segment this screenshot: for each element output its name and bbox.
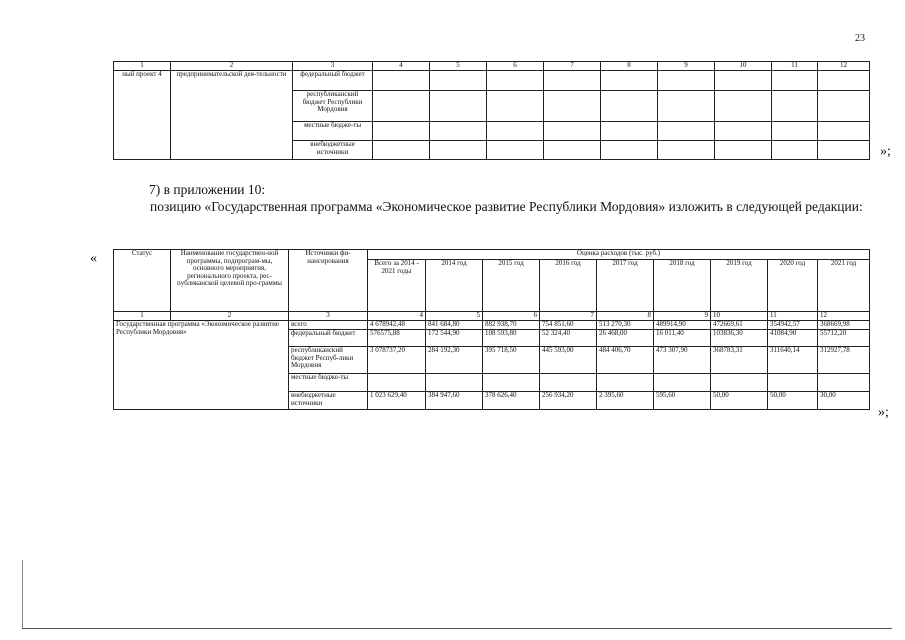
table-continuation — [113, 61, 870, 160]
column-number: 5 — [426, 312, 483, 321]
column-number: 6 — [483, 312, 540, 321]
column-number: 1 — [114, 312, 171, 321]
value-cell: 841 684,80 — [426, 321, 483, 330]
closing-quote-1: »; — [880, 144, 891, 159]
value-cell: 378 626,40 — [483, 392, 540, 410]
header-cell: 9 — [658, 62, 715, 71]
column-number: 12 — [818, 312, 870, 321]
header-year: 2015 год — [483, 260, 540, 312]
value-cell: 108 593,80 — [483, 330, 540, 347]
value-cell: 50,00 — [768, 392, 818, 410]
column-number: 2 — [171, 312, 289, 321]
header-cell: 6 — [487, 62, 544, 71]
source-cell: местные бюдже-ты — [289, 374, 368, 392]
header-year: 2016 год — [540, 260, 597, 312]
header-cell: 3 — [293, 62, 373, 71]
value-cell: 26 468,00 — [597, 330, 654, 347]
value-cell — [818, 374, 870, 392]
source-cell: внебюджетные источники — [293, 141, 373, 160]
source-cell: всего — [289, 321, 368, 330]
value-cell — [711, 374, 768, 392]
source-cell: внебюджетные источники — [289, 392, 368, 410]
value-cell: 30,00 — [818, 392, 870, 410]
project-cell: ный проект 4 — [114, 71, 171, 160]
header-cell: 7 — [544, 62, 601, 71]
value-cell: 52 324,40 — [540, 330, 597, 347]
source-cell: республиканский бюджет Республики Мордовия — [293, 91, 373, 122]
header-year: 2020 год — [768, 260, 818, 312]
value-cell: 595,60 — [654, 392, 711, 410]
value-cell: 489914,90 — [654, 321, 711, 330]
header-year: 2021 год — [818, 260, 870, 312]
value-cell: 256 934,20 — [540, 392, 597, 410]
source-cell: федеральный бюджет — [293, 71, 373, 91]
closing-quote-2: »; — [878, 405, 889, 420]
value-cell: 311640,14 — [768, 347, 818, 374]
value-cell: 16 011,40 — [654, 330, 711, 347]
column-number: 8 — [597, 312, 654, 321]
header-status: Статус — [114, 250, 171, 312]
value-cell: 368783,31 — [711, 347, 768, 374]
value-cell — [597, 374, 654, 392]
activity-cell: предпринимательской дея-тельности — [171, 71, 293, 160]
header-year: 2017 год — [597, 260, 654, 312]
source-cell: республиканский бюджет Респуб-лики Мордовия — [289, 347, 368, 374]
value-cell — [540, 374, 597, 392]
value-cell: 172 544,90 — [426, 330, 483, 347]
value-cell: 368669,98 — [818, 321, 870, 330]
value-cell: 754 851,60 — [540, 321, 597, 330]
value-cell: 445 593,00 — [540, 347, 597, 374]
program-name-cell: Государственная программа «Экономическое развитие Республики Мордовия» — [114, 321, 289, 410]
value-cell: 484 406,70 — [597, 347, 654, 374]
column-number: 11 — [768, 312, 818, 321]
value-cell: 41084,90 — [768, 330, 818, 347]
value-cell — [654, 374, 711, 392]
source-cell: местные бюдже-ты — [293, 122, 373, 141]
value-cell: 50,00 — [711, 392, 768, 410]
value-cell: 882 938,70 — [483, 321, 540, 330]
header-cell: 4 — [373, 62, 430, 71]
value-cell: 472669,61 — [711, 321, 768, 330]
header-year: 2014 год — [426, 260, 483, 312]
value-cell — [368, 374, 426, 392]
item-heading: 7) в приложении 10: — [149, 182, 266, 197]
opening-quote: « — [90, 251, 97, 266]
header-cell: 2 — [171, 62, 293, 71]
value-cell: 576575,88 — [368, 330, 426, 347]
header-cell: 11 — [772, 62, 818, 71]
column-number: 9 — [654, 312, 711, 321]
value-cell: 3 078737,20 — [368, 347, 426, 374]
program-table — [113, 249, 870, 410]
value-cell: 2 395,60 — [597, 392, 654, 410]
header-cell: 1 — [114, 62, 171, 71]
header-cell: 5 — [430, 62, 487, 71]
value-cell — [768, 374, 818, 392]
value-cell: 473 307,90 — [654, 347, 711, 374]
value-cell: 1 023 629,40 — [368, 392, 426, 410]
page-number: 23 — [855, 33, 865, 44]
column-number: 4 — [368, 312, 426, 321]
value-cell — [483, 374, 540, 392]
value-cell: 354942,57 — [768, 321, 818, 330]
page-bottom-edge — [22, 628, 892, 629]
column-number: 3 — [289, 312, 368, 321]
column-number: 7 — [540, 312, 597, 321]
header-cell: 10 — [715, 62, 772, 71]
header-program-name: Наименование государствен-ной программы, подпрограм-мы, основного мероприятия, регионального проекта, рес-публиканской целевой про-граммы — [171, 250, 289, 312]
value-cell: 103836,30 — [711, 330, 768, 347]
header-year: 2019 год — [711, 260, 768, 312]
value-cell: 284 192,30 — [426, 347, 483, 374]
value-cell: 384 947,60 — [426, 392, 483, 410]
header-estimate: Оценка расходов (тыс. руб.) — [368, 250, 870, 260]
value-cell — [426, 374, 483, 392]
value-cell: 513 270,30 — [597, 321, 654, 330]
header-year: 2018 год — [654, 260, 711, 312]
header-sources: Источники фи-нансирования — [289, 250, 368, 312]
value-cell: 312927,78 — [818, 347, 870, 374]
value-cell: 55712,20 — [818, 330, 870, 347]
value-cell: 4 678942,48 — [368, 321, 426, 330]
page-left-edge — [22, 560, 23, 628]
header-cell: 8 — [601, 62, 658, 71]
source-cell: федеральный бюджет — [289, 330, 368, 347]
instruction-paragraph: позицию «Государственная программа «Экономическое развитие Республики Мордовия» изложить в следующей редакции: — [150, 199, 863, 214]
header-total: Всего за 2014 - 2021 годы — [368, 260, 426, 312]
header-cell: 12 — [818, 62, 870, 71]
column-number: 10 — [711, 312, 768, 321]
value-cell: 395 718,50 — [483, 347, 540, 374]
